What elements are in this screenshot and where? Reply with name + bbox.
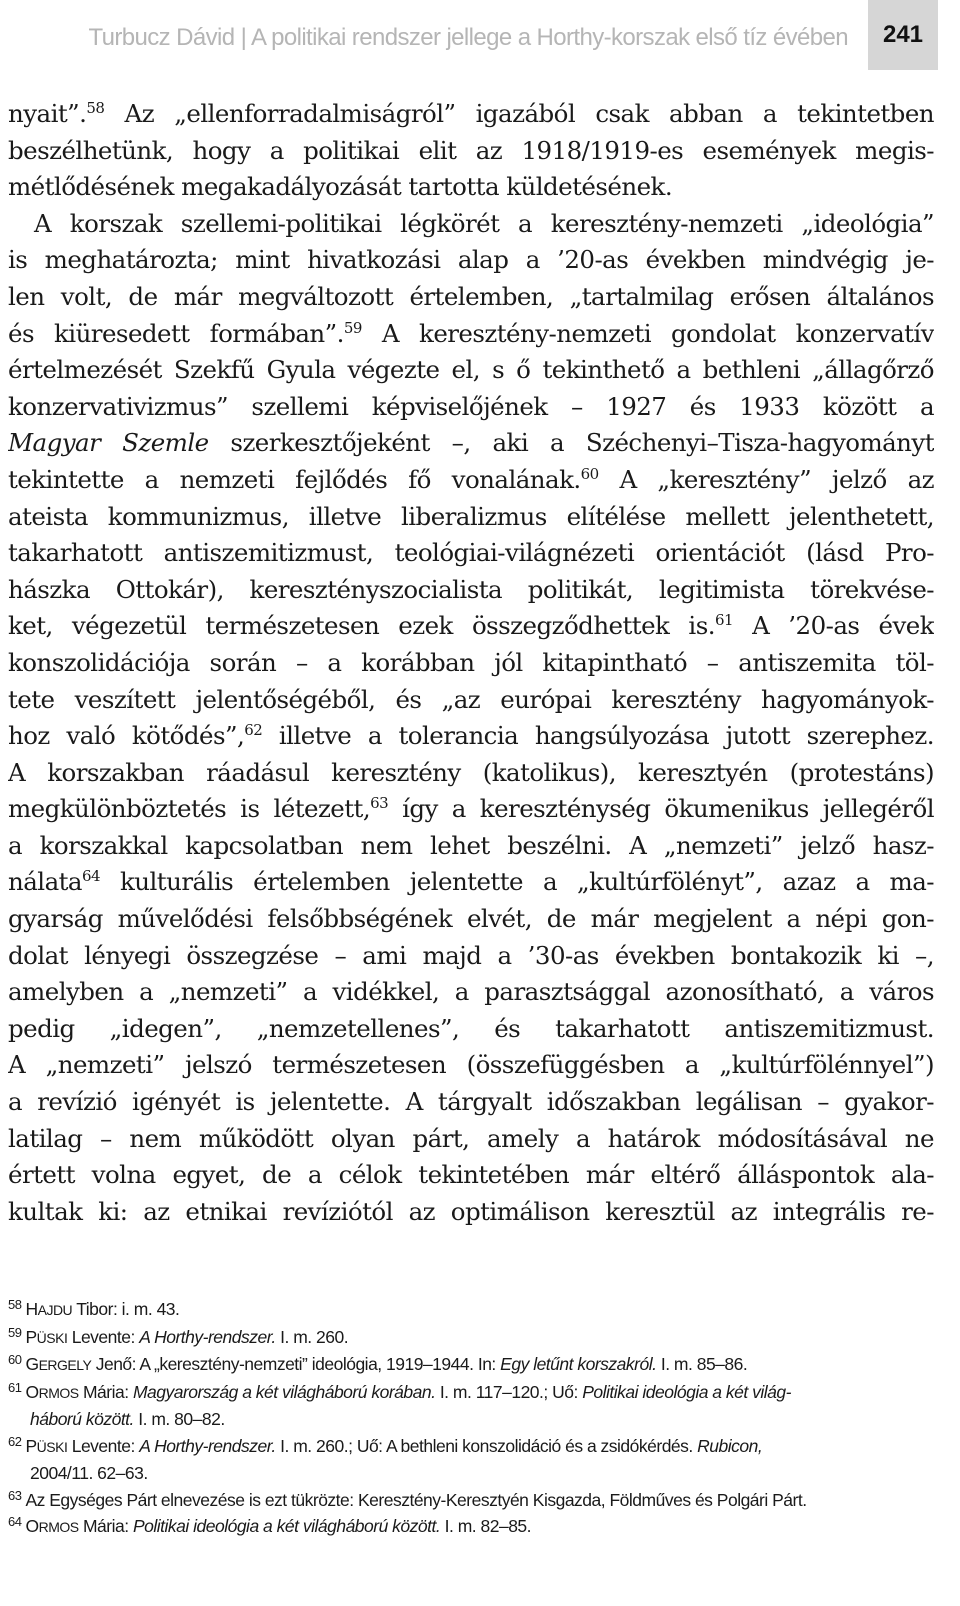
footnotes	[8, 1296, 934, 1541]
footnote-59: $^{59}$ PÜSKI Levente: A Horthy-rendszer. I. m. 260.	[8, 1324, 349, 1347]
text-line: értelmezését Szekfű Gyula végezte el, s ő tekinthető a bethleni „állagőrző	[8, 355, 934, 385]
paragraph-start: A korszak szellemi-politikai légkörét a keresztény-nemzeti „ideológia”	[34, 208, 934, 238]
footnote-58: $^{58}$ HAJDU Tibor: i. m. 43.	[8, 1297, 180, 1319]
text-line: megkülönböztetés is létezett,$^{63}$ így a kereszténység ökumenikus jellegéről	[8, 794, 934, 824]
body-text	[8, 96, 934, 1230]
text-line: hoz való kötődés”,$^{62}$ illetve a tolerancia hangsúlyozása jutott szerephez.	[8, 721, 934, 751]
footnote-ref[interactable]: 64	[81, 867, 100, 886]
text-line: dolat lényegi összegzése – ami majd a ’30-as években bontakozik ki –,	[8, 940, 934, 970]
footnote-61-continued: háború között. I. m. 80–82.	[30, 1409, 225, 1429]
text-line: ateista kommunizmus, illetve liberalizmus elítélése mellett jelenthetett,	[8, 501, 934, 531]
footnote-ref[interactable]: 59	[343, 318, 362, 337]
footnote-ref[interactable]: 62	[244, 721, 263, 740]
text-line: gyarság művelődési felsőbbségének elvét, de már megjelent a népi gon-	[8, 904, 934, 934]
text-line: hászka Ottokár), keresztényszocialista politikát, legitimista törekvése-	[8, 574, 934, 604]
footnote-ref[interactable]: 63	[370, 794, 389, 813]
text-line: Magyar Szemle szerkesztőjeként –, aki a Széchenyi–Tisza-hagyományt	[8, 428, 934, 458]
text-line: értett volna egyet, de a célok tekintetében már eltérő álláspontok ala-	[8, 1160, 934, 1190]
footnote-ref[interactable]: 58	[86, 99, 105, 117]
text-line: métlődésének megakadályozását tartotta küldetésének.	[8, 172, 673, 202]
text-line: len volt, de már megváltozott értelemben, „tartalmilag erősen általános	[8, 281, 934, 311]
footnote-62: $^{62}$ PÜSKI Levente: A Horthy-rendszer. I. m. 260.; Uő: A bethleni konszolidáció és a zsidókérdés. Rubicon,	[8, 1433, 763, 1456]
footnote-64: $^{64}$ ORMOS Mária: Politikai ideológia a két világháború között. I. m. 82–85.	[8, 1514, 532, 1536]
page-number: 241	[868, 0, 938, 70]
text-line: kultak ki: az etnikai revíziótól az optimálison keresztül az integrális re-	[8, 1196, 934, 1226]
footnote-ref[interactable]: 60	[580, 464, 599, 483]
text-line: konszolidációja során – a korábban jól kitapintható – antiszemita töl-	[8, 647, 934, 677]
text-line: nálata$^{64}$ kulturális értelemben jelentette a „kultúrfölényt”, azaz a ma-	[8, 867, 934, 897]
text-line: nyait”.$^{58}$ Az „ellenforradalmiságról” igazából csak abban a tekintetben	[8, 99, 934, 128]
text-line: ket, végezetül természetesen ezek összegződhettek is.$^{61}$ A ’20-as évek	[8, 611, 934, 641]
text-line: tete veszített jelentőségéből, és „az európai keresztény hagyományok-	[8, 684, 934, 714]
text-line: is meghatározta; mint hivatkozási alap a ’20-as években mindvégig je-	[8, 245, 934, 275]
footnote-ref[interactable]: 61	[714, 611, 733, 630]
text-line: takarhatott antiszemitizmust, teológiai-világnézeti orientációt (lásd Pro-	[8, 538, 934, 568]
text-line: beszélhetünk, hogy a politikai elit az 1918/1919-es események megis-	[8, 135, 934, 165]
text-line: és kiüresedett formában”.$^{59}$ A keresztény-nemzeti gondolat konzervatív	[8, 318, 934, 348]
running-header: Turbucz Dávid | A politikai rendszer jellege a Horthy-korszak első tíz évében	[88, 24, 848, 51]
text-line: tekintette a nemzeti fejlődés fő vonalának.$^{60}$ A „keresztény” jelző az	[8, 464, 934, 494]
footnote-60: $^{60}$ GERGELY Jenő: A „keresztény-nemzeti” ideológia, 1919–1944. In: Egy letűnt korszakról. I. m. 85–86.	[8, 1352, 748, 1374]
text-line: amelyben a „nemzeti” a vidékkel, a parasztsággal azonosítható, a város	[8, 977, 934, 1007]
text-line: A „nemzeti” jelszó természetesen (összefüggésben a „kultúrfölénnyel”)	[8, 1050, 934, 1080]
text-line: A korszakban ráadásul keresztény (katolikus), keresztyén (protestáns)	[8, 757, 934, 787]
text-line: a revízió igényét is jelentette. A tárgyalt időszakban legálisan – gyakor-	[8, 1087, 934, 1117]
footnote-62-continued: 2004/11. 62–63.	[30, 1463, 148, 1483]
text-line: a korszakkal kapcsolatban nem lehet beszélni. A „nemzeti” jelző hasz-	[8, 830, 934, 860]
journal-title: Magyar Szemle	[8, 428, 209, 458]
text-line: pedig „idegen”, „nemzetellenes”, és takarhatott antiszemitizmust.	[8, 1013, 934, 1043]
footnote-61: $^{61}$ ORMOS Mária: Magyarország a két világháború korában. I. m. 117–120.; Uő: Politikai ideológia a két világ-	[8, 1379, 791, 1402]
footnote-63: $^{63}$ Az Egységes Párt elnevezése is ezt tükrözte: Keresztény-Keresztyén Kisgazda, Földműves és Polgári Párt.	[8, 1487, 807, 1510]
text-line: konzervativizmus” szellemi képviselőjének – 1927 és 1933 között a	[8, 391, 934, 421]
text-line: latilag – nem működött olyan párt, amely a határok módosításával ne	[8, 1123, 934, 1153]
